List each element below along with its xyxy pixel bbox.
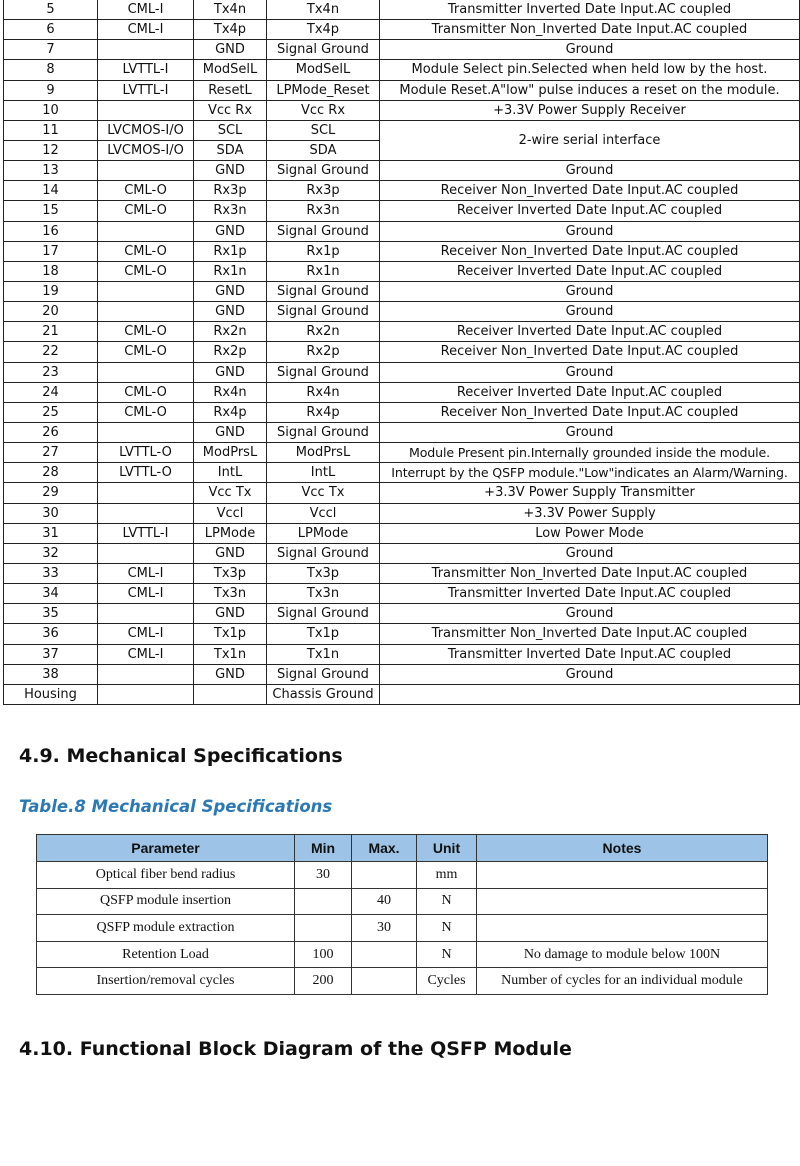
name-cell: Tx4p: [267, 20, 380, 40]
header-parameter: Parameter: [37, 835, 295, 862]
parameter-cell: QSFP module insertion: [37, 888, 295, 915]
logic-cell: [98, 543, 194, 563]
name-cell: LPMode_Reset: [267, 80, 380, 100]
symbol-cell: GND: [194, 543, 267, 563]
symbol-cell: Tx1p: [194, 624, 267, 644]
table-row: [4, 443, 800, 463]
pin-number-cell: 10: [4, 100, 98, 120]
mechanical-specifications-table: [36, 834, 768, 995]
description-cell: Ground: [380, 604, 800, 624]
logic-cell: [98, 161, 194, 181]
logic-cell: CML-I: [98, 0, 194, 20]
unit-cell: N: [417, 941, 477, 968]
pin-number-cell: 15: [4, 201, 98, 221]
pin-number-cell: 22: [4, 342, 98, 362]
description-cell: Receiver Non_Inverted Date Input.AC coupled: [380, 402, 800, 422]
name-cell: SCL: [267, 120, 380, 140]
description-cell: Transmitter Inverted Date Input.AC coupled: [380, 584, 800, 604]
symbol-cell: GND: [194, 422, 267, 442]
name-cell: Signal Ground: [267, 422, 380, 442]
pin-number-cell: 33: [4, 563, 98, 583]
notes-cell: No damage to module below 100N: [477, 941, 768, 968]
description-cell: Receiver Inverted Date Input.AC coupled: [380, 322, 800, 342]
max-cell: [352, 862, 417, 889]
unit-cell: Cycles: [417, 968, 477, 995]
min-cell: 100: [295, 941, 352, 968]
logic-cell: [98, 422, 194, 442]
logic-cell: LVTTL-I: [98, 60, 194, 80]
symbol-cell: Tx3n: [194, 584, 267, 604]
notes-cell: [477, 915, 768, 942]
name-cell: Tx4n: [267, 0, 380, 20]
pin-number-cell: 12: [4, 140, 98, 160]
name-cell: Signal Ground: [267, 362, 380, 382]
min-cell: 200: [295, 968, 352, 995]
table-row: [37, 968, 768, 995]
logic-cell: [98, 684, 194, 704]
section-heading-functional-block-diagram: 4.10. Functional Block Diagram of the QSFP Module: [19, 1038, 572, 1060]
symbol-cell: ModPrsL: [194, 443, 267, 463]
pin-number-cell: 8: [4, 60, 98, 80]
symbol-cell: Rx1p: [194, 241, 267, 261]
table-row: [4, 483, 800, 503]
name-cell: Rx4p: [267, 402, 380, 422]
logic-cell: CML-O: [98, 322, 194, 342]
symbol-cell: IntL: [194, 463, 267, 483]
description-cell: Ground: [380, 161, 800, 181]
name-cell: Tx3n: [267, 584, 380, 604]
logic-cell: CML-O: [98, 342, 194, 362]
table-row: [4, 120, 800, 140]
min-cell: 30: [295, 862, 352, 889]
header-min: Min: [295, 835, 352, 862]
header-notes: Notes: [477, 835, 768, 862]
pin-number-cell: Housing: [4, 684, 98, 704]
description-cell: Low Power Mode: [380, 523, 800, 543]
table-row: [4, 161, 800, 181]
table-row: [4, 322, 800, 342]
description-cell: Module Present pin.Internally grounded inside the module.: [380, 443, 800, 463]
unit-cell: N: [417, 888, 477, 915]
symbol-cell: GND: [194, 221, 267, 241]
pin-number-cell: 21: [4, 322, 98, 342]
table-row: [4, 382, 800, 402]
symbol-cell: GND: [194, 40, 267, 60]
description-cell: Transmitter Inverted Date Input.AC coupled: [380, 0, 800, 20]
name-cell: Signal Ground: [267, 664, 380, 684]
unit-cell: N: [417, 915, 477, 942]
description-cell: Receiver Non_Inverted Date Input.AC coupled: [380, 241, 800, 261]
logic-cell: CML-O: [98, 402, 194, 422]
logic-cell: CML-O: [98, 241, 194, 261]
description-cell: Ground: [380, 302, 800, 322]
table-caption: Table.8 Mechanical Specifications: [19, 797, 333, 816]
symbol-cell: Vcc Tx: [194, 483, 267, 503]
name-cell: ModPrsL: [267, 443, 380, 463]
name-cell: Signal Ground: [267, 221, 380, 241]
pin-assignment-table: [3, 0, 800, 705]
logic-cell: LVTTL-I: [98, 80, 194, 100]
name-cell: IntL: [267, 463, 380, 483]
logic-cell: [98, 604, 194, 624]
name-cell: Signal Ground: [267, 161, 380, 181]
description-cell: Transmitter Inverted Date Input.AC coupled: [380, 644, 800, 664]
parameter-cell: Insertion/removal cycles: [37, 968, 295, 995]
name-cell: Rx2n: [267, 322, 380, 342]
logic-cell: [98, 664, 194, 684]
table-row: [4, 362, 800, 382]
symbol-cell: Rx2n: [194, 322, 267, 342]
table-row: [4, 40, 800, 60]
symbol-cell: GND: [194, 604, 267, 624]
logic-cell: [98, 302, 194, 322]
pin-number-cell: 30: [4, 503, 98, 523]
table-row: [4, 543, 800, 563]
table-row: [4, 0, 800, 20]
table-row: [4, 584, 800, 604]
table-row: [4, 302, 800, 322]
name-cell: Tx3p: [267, 563, 380, 583]
logic-cell: LVTTL-O: [98, 443, 194, 463]
logic-cell: [98, 281, 194, 301]
symbol-cell: Tx4p: [194, 20, 267, 40]
logic-cell: [98, 40, 194, 60]
symbol-cell: Vccl: [194, 503, 267, 523]
name-cell: Signal Ground: [267, 302, 380, 322]
table-row: [37, 915, 768, 942]
section-heading-mechanical-specifications: 4.9. Mechanical Specifications: [19, 745, 343, 767]
name-cell: Signal Ground: [267, 40, 380, 60]
table-row: [4, 684, 800, 704]
logic-cell: [98, 483, 194, 503]
table-row: [4, 644, 800, 664]
table-row: [4, 422, 800, 442]
name-cell: Rx1p: [267, 241, 380, 261]
pin-number-cell: 37: [4, 644, 98, 664]
parameter-cell: QSFP module extraction: [37, 915, 295, 942]
table-row: [4, 463, 800, 483]
pin-number-cell: 9: [4, 80, 98, 100]
max-cell: 30: [352, 915, 417, 942]
description-cell: Transmitter Non_Inverted Date Input.AC coupled: [380, 20, 800, 40]
table-row: [4, 523, 800, 543]
description-cell: Receiver Non_Inverted Date Input.AC coupled: [380, 181, 800, 201]
symbol-cell: Rx3p: [194, 181, 267, 201]
symbol-cell: Rx4p: [194, 402, 267, 422]
pin-number-cell: 26: [4, 422, 98, 442]
name-cell: Signal Ground: [267, 281, 380, 301]
pin-number-cell: 7: [4, 40, 98, 60]
symbol-cell: [194, 684, 267, 704]
table-row: [4, 503, 800, 523]
name-cell: SDA: [267, 140, 380, 160]
pin-number-cell: 17: [4, 241, 98, 261]
description-cell: +3.3V Power Supply Receiver: [380, 100, 800, 120]
pin-number-cell: 34: [4, 584, 98, 604]
description-cell: Ground: [380, 422, 800, 442]
logic-cell: CML-I: [98, 624, 194, 644]
logic-cell: LVTTL-I: [98, 523, 194, 543]
description-cell: +3.3V Power Supply Transmitter: [380, 483, 800, 503]
description-cell: Ground: [380, 281, 800, 301]
pin-number-cell: 6: [4, 20, 98, 40]
name-cell: Vccl: [267, 503, 380, 523]
pin-number-cell: 20: [4, 302, 98, 322]
name-cell: Rx1n: [267, 261, 380, 281]
name-cell: LPMode: [267, 523, 380, 543]
pin-number-cell: 13: [4, 161, 98, 181]
name-cell: Vcc Rx: [267, 100, 380, 120]
pin-number-cell: 36: [4, 624, 98, 644]
pin-number-cell: 31: [4, 523, 98, 543]
min-cell: [295, 888, 352, 915]
description-cell: [380, 684, 800, 704]
table-row: [4, 181, 800, 201]
symbol-cell: GND: [194, 362, 267, 382]
pin-number-cell: 29: [4, 483, 98, 503]
table-header-row: [37, 835, 768, 862]
description-cell: +3.3V Power Supply: [380, 503, 800, 523]
logic-cell: [98, 100, 194, 120]
table-row: [4, 201, 800, 221]
symbol-cell: Vcc Rx: [194, 100, 267, 120]
pin-number-cell: 18: [4, 261, 98, 281]
logic-cell: [98, 221, 194, 241]
logic-cell: CML-I: [98, 584, 194, 604]
pin-number-cell: 35: [4, 604, 98, 624]
description-cell: Transmitter Non_Inverted Date Input.AC coupled: [380, 563, 800, 583]
symbol-cell: Tx3p: [194, 563, 267, 583]
table-row: [4, 100, 800, 120]
description-cell: Ground: [380, 543, 800, 563]
name-cell: Rx3p: [267, 181, 380, 201]
logic-cell: CML-I: [98, 644, 194, 664]
description-cell: Interrupt by the QSFP module."Low"indicates an Alarm/Warning.: [380, 463, 800, 483]
symbol-cell: Tx4n: [194, 0, 267, 20]
symbol-cell: LPMode: [194, 523, 267, 543]
table-row: [4, 60, 800, 80]
symbol-cell: Tx1n: [194, 644, 267, 664]
notes-cell: Number of cycles for an individual module: [477, 968, 768, 995]
unit-cell: mm: [417, 862, 477, 889]
description-cell: Receiver Inverted Date Input.AC coupled: [380, 261, 800, 281]
table-row: [4, 80, 800, 100]
notes-cell: [477, 862, 768, 889]
table-row: [4, 624, 800, 644]
pin-number-cell: 5: [4, 0, 98, 20]
pin-number-cell: 38: [4, 664, 98, 684]
name-cell: Tx1n: [267, 644, 380, 664]
name-cell: Rx4n: [267, 382, 380, 402]
max-cell: 40: [352, 888, 417, 915]
table-row: [4, 221, 800, 241]
logic-cell: CML-O: [98, 201, 194, 221]
max-cell: [352, 968, 417, 995]
description-cell: Receiver Inverted Date Input.AC coupled: [380, 201, 800, 221]
description-cell: Ground: [380, 40, 800, 60]
table-row: [37, 888, 768, 915]
max-cell: [352, 941, 417, 968]
pin-number-cell: 14: [4, 181, 98, 201]
pin-number-cell: 25: [4, 402, 98, 422]
header-max: Max.: [352, 835, 417, 862]
description-cell: 2-wire serial interface: [380, 120, 800, 160]
table-row: [37, 862, 768, 889]
symbol-cell: GND: [194, 161, 267, 181]
symbol-cell: SCL: [194, 120, 267, 140]
table-row: [4, 261, 800, 281]
pin-number-cell: 27: [4, 443, 98, 463]
table-row: [4, 604, 800, 624]
logic-cell: LVTTL-O: [98, 463, 194, 483]
logic-cell: CML-I: [98, 20, 194, 40]
name-cell: Tx1p: [267, 624, 380, 644]
table-row: [4, 664, 800, 684]
table-row: [4, 402, 800, 422]
logic-cell: CML-O: [98, 382, 194, 402]
table-row: [37, 941, 768, 968]
symbol-cell: GND: [194, 281, 267, 301]
description-cell: Ground: [380, 362, 800, 382]
name-cell: Signal Ground: [267, 604, 380, 624]
pin-number-cell: 23: [4, 362, 98, 382]
description-cell: Module Reset.A"low" pulse induces a reset on the module.: [380, 80, 800, 100]
symbol-cell: Rx2p: [194, 342, 267, 362]
description-cell: Ground: [380, 221, 800, 241]
description-cell: Receiver Non_Inverted Date Input.AC coupled: [380, 342, 800, 362]
pin-number-cell: 16: [4, 221, 98, 241]
pin-number-cell: 19: [4, 281, 98, 301]
symbol-cell: ResetL: [194, 80, 267, 100]
description-cell: Module Select pin.Selected when held low by the host.: [380, 60, 800, 80]
table-row: [4, 563, 800, 583]
description-cell: Receiver Inverted Date Input.AC coupled: [380, 382, 800, 402]
table-row: [4, 281, 800, 301]
symbol-cell: Rx1n: [194, 261, 267, 281]
pin-number-cell: 32: [4, 543, 98, 563]
pin-number-cell: 11: [4, 120, 98, 140]
symbol-cell: GND: [194, 664, 267, 684]
min-cell: [295, 915, 352, 942]
symbol-cell: Rx3n: [194, 201, 267, 221]
logic-cell: CML-O: [98, 181, 194, 201]
parameter-cell: Retention Load: [37, 941, 295, 968]
logic-cell: CML-O: [98, 261, 194, 281]
pin-number-cell: 24: [4, 382, 98, 402]
table-row: [4, 241, 800, 261]
name-cell: Vcc Tx: [267, 483, 380, 503]
logic-cell: LVCMOS-I/O: [98, 120, 194, 140]
logic-cell: LVCMOS-I/O: [98, 140, 194, 160]
description-cell: Transmitter Non_Inverted Date Input.AC coupled: [380, 624, 800, 644]
logic-cell: CML-I: [98, 563, 194, 583]
header-unit: Unit: [417, 835, 477, 862]
name-cell: Chassis Ground: [267, 684, 380, 704]
name-cell: ModSelL: [267, 60, 380, 80]
table-row: [4, 20, 800, 40]
symbol-cell: ModSelL: [194, 60, 267, 80]
symbol-cell: GND: [194, 302, 267, 322]
table-row: [4, 342, 800, 362]
pin-number-cell: 28: [4, 463, 98, 483]
parameter-cell: Optical fiber bend radius: [37, 862, 295, 889]
symbol-cell: SDA: [194, 140, 267, 160]
notes-cell: [477, 888, 768, 915]
name-cell: Rx2p: [267, 342, 380, 362]
symbol-cell: Rx4n: [194, 382, 267, 402]
name-cell: Rx3n: [267, 201, 380, 221]
description-cell: Ground: [380, 664, 800, 684]
logic-cell: [98, 503, 194, 523]
name-cell: Signal Ground: [267, 543, 380, 563]
logic-cell: [98, 362, 194, 382]
